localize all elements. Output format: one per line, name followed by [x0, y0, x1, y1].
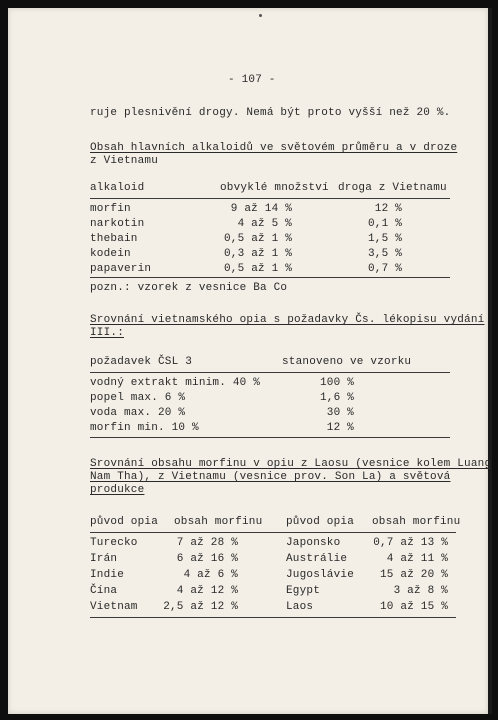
s1-header-vietnam: droga z Vietnamu: [338, 182, 447, 194]
s3-header-content-left: obsah morfinu: [174, 516, 263, 528]
s1-note: pozn.: vzorek z vesnice Ba Co: [90, 282, 288, 294]
section1-title: Obsah hlavních alkaloidů ve světovém průměru a v droze: [90, 142, 458, 154]
s2-footer-rule: [90, 437, 450, 438]
s3-origin: Irán: [90, 553, 118, 565]
s2-requirement: vodný extrakt minim. 40 %: [90, 377, 261, 389]
s3-origin: Indie: [90, 569, 125, 581]
s3-origin: Laos: [286, 601, 314, 613]
s1-header-rule: [90, 198, 450, 199]
s2-found-value: 30 %: [326, 407, 354, 419]
s3-header-rule: [90, 532, 456, 533]
s1-vietnam-amount: 0,7 %: [367, 263, 402, 275]
s3-header-content-right: obsah morfinu: [372, 516, 461, 528]
s3-origin: Vietnam: [90, 601, 138, 613]
s1-usual-amount: 4 až 5 %: [237, 218, 292, 230]
s1-usual-amount: 0,5 až 1 %: [223, 263, 292, 275]
s2-found-value: 1,6 %: [319, 392, 354, 404]
s3-morphine-content: 4 až 12 %: [176, 585, 238, 597]
s3-morphine-content: 3 až 8 %: [393, 585, 448, 597]
section2-title-cont: III.:: [90, 327, 125, 339]
s3-morphine-content: 0,7 až 13 %: [373, 537, 448, 549]
s1-header-usual: obvyklé množství: [220, 182, 329, 194]
s1-usual-amount: 0,5 až 1 %: [223, 233, 292, 245]
s1-vietnam-amount: 3,5 %: [367, 248, 402, 260]
s3-morphine-content: 6 až 16 %: [176, 553, 238, 565]
s2-requirement: popel max. 6 %: [90, 392, 186, 404]
s1-usual-amount: 9 až 14 %: [230, 203, 292, 215]
s2-found-value: 12 %: [326, 422, 354, 434]
s3-morphine-content: 15 až 20 %: [379, 569, 448, 581]
s3-morphine-content: 4 až 11 %: [386, 553, 448, 565]
scan-mark: [259, 14, 262, 17]
s1-alkaloid-name: narkotin: [90, 218, 145, 230]
s3-morphine-content: 2,5 až 12 %: [163, 601, 238, 613]
s1-alkaloid-name: thebain: [90, 233, 138, 245]
section1-title-cont: z Vietnamu: [90, 155, 159, 167]
s1-footer-rule: [90, 277, 450, 278]
s2-header-requirement: požadavek ČSL 3: [90, 356, 193, 368]
document-page: [8, 8, 492, 714]
s3-header-origin-left: původ opia: [90, 516, 159, 528]
s3-origin: Austrálie: [286, 553, 348, 565]
s3-origin: Turecko: [90, 537, 138, 549]
s3-morphine-content: 7 až 28 %: [176, 537, 238, 549]
s1-header-alkaloid: alkaloid: [90, 182, 145, 194]
s1-vietnam-amount: 0,1 %: [367, 218, 402, 230]
s2-header-rule: [90, 372, 450, 373]
page-edge-shadow: [488, 8, 492, 714]
s1-usual-amount: 0,3 až 1 %: [223, 248, 292, 260]
section2-title: Srovnání vietnamského opia s požadavky Čs. lékopisu vydání: [90, 314, 485, 326]
s1-vietnam-amount: 1,5 %: [367, 233, 402, 245]
page-number: - 107 -: [228, 74, 276, 86]
s2-found-value: 100 %: [319, 377, 354, 389]
s1-vietnam-amount: 12 %: [374, 203, 402, 215]
s3-morphine-content: 10 až 15 %: [379, 601, 448, 613]
s3-origin: Egypt: [286, 585, 321, 597]
s3-origin: Jugoslávie: [286, 569, 355, 581]
section3-title-cont: Nam Tha), z Vietnamu (vesnice prov. Son La) a světová: [90, 471, 451, 483]
s3-origin: Japonsko: [286, 537, 341, 549]
s2-requirement: morfin min. 10 %: [90, 422, 199, 434]
s1-alkaloid-name: papaverin: [90, 263, 152, 275]
s3-origin: Čína: [90, 585, 118, 597]
s1-alkaloid-name: kodein: [90, 248, 131, 260]
s3-header-origin-right: původ opia: [286, 516, 355, 528]
section3-title: Srovnání obsahu morfinu v opiu z Laosu (vesnice kolem Luang: [90, 458, 492, 470]
s1-alkaloid-name: morfin: [90, 203, 131, 215]
intro-line: ruje plesnivění drogy. Nemá být proto vyšší než 20 %.: [90, 107, 451, 119]
s3-footer-rule: [90, 617, 456, 618]
s3-morphine-content: 4 až 6 %: [183, 569, 238, 581]
s2-requirement: voda max. 20 %: [90, 407, 186, 419]
s2-header-found: stanoveno ve vzorku: [282, 356, 412, 368]
section3-title-end: produkce: [90, 484, 145, 496]
